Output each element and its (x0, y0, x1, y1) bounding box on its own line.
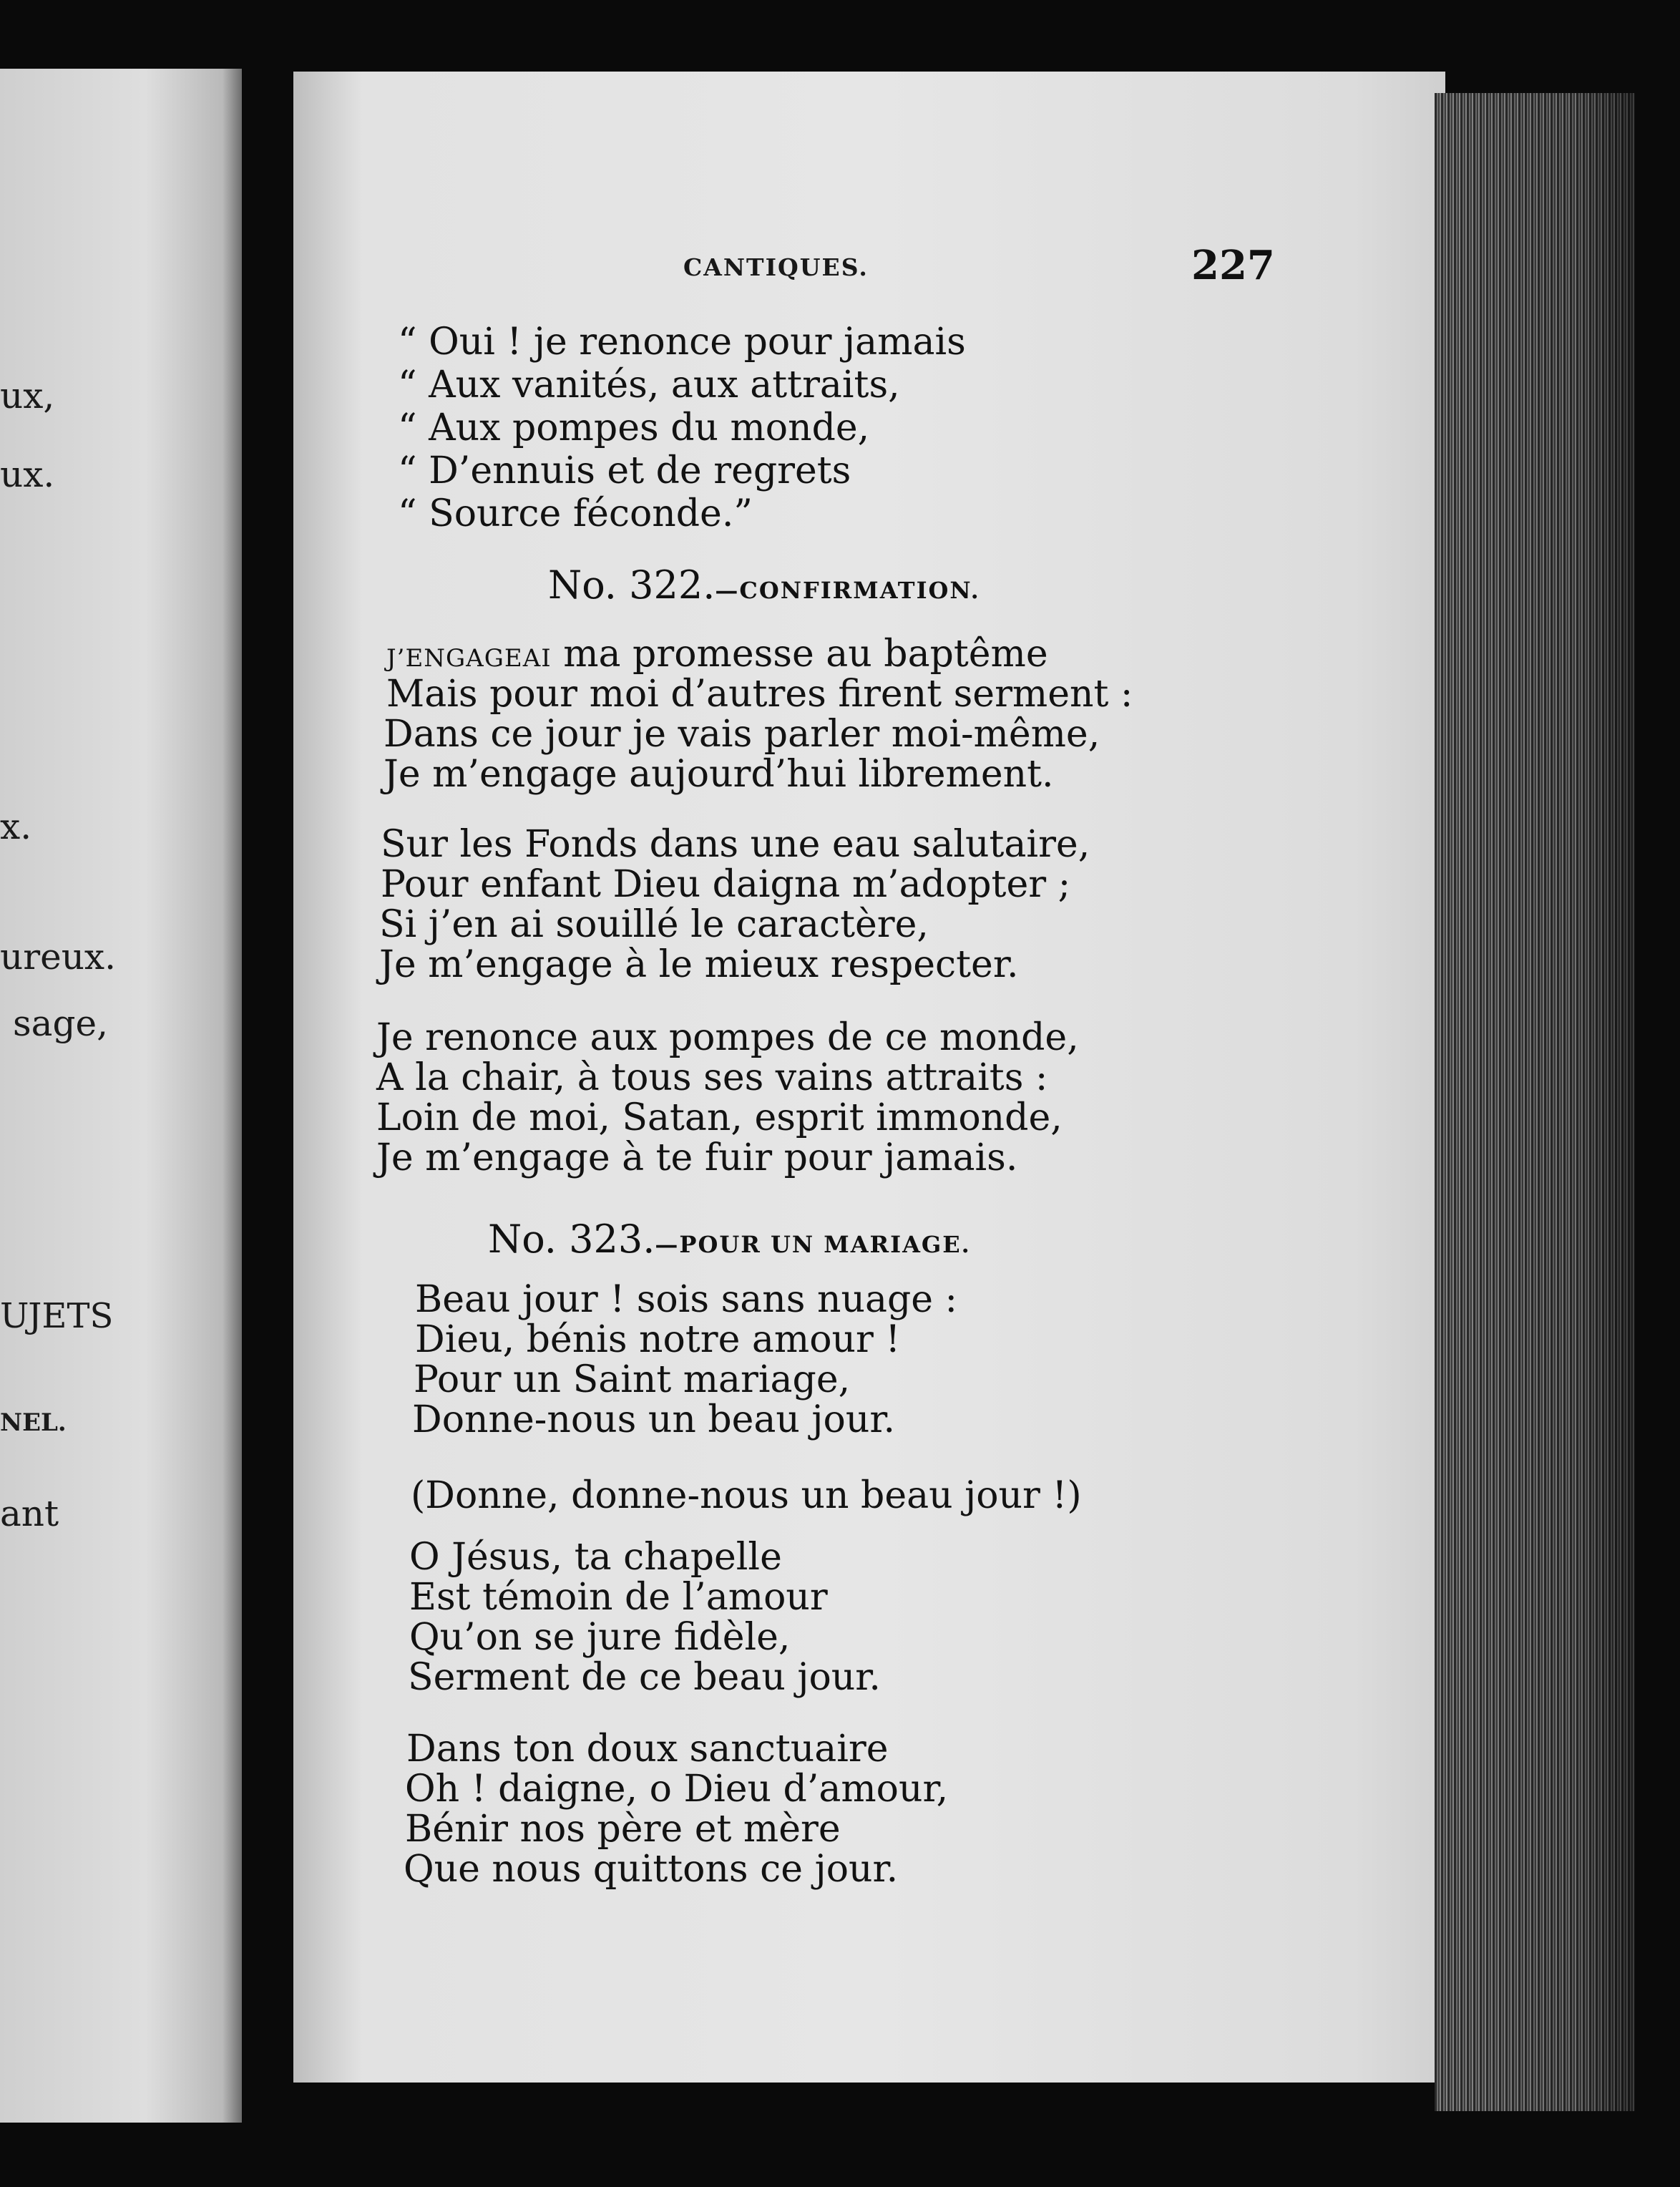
verse-line: Que nous quittons ce jour. (404, 1848, 899, 1891)
verse-line: “ Oui ! je renonce pour jamais (398, 321, 966, 364)
verse-line: Dans ton doux sanctuaire (406, 1728, 889, 1770)
verse-line: Est témoin de l’amour (409, 1576, 828, 1619)
verse-line: Je m’engage à le mieux respecter. (379, 943, 1019, 986)
left-page-fragment: sage, (13, 1003, 108, 1044)
verse-line: Pour enfant Dieu daigna m’adopter ; (381, 863, 1071, 906)
verse-line: Qu’on se jure fidèle, (409, 1616, 791, 1659)
verse-line: Loin de moi, Satan, esprit immonde, (376, 1096, 1063, 1139)
left-page-fragment: ux. (0, 454, 55, 495)
hymn-heading (488, 1217, 971, 1262)
hymn-heading (548, 562, 980, 608)
verse-line: Pour un Saint mariage, (414, 1358, 851, 1401)
verse-line: Je m’engage à te fuir pour jamais. (376, 1136, 1018, 1179)
verse-line: “ Source féconde.” (398, 492, 753, 535)
verse-line: Si j’en ai souillé le caractère, (379, 903, 929, 946)
left-page-fragment: ux, (0, 375, 55, 417)
refrain-line: (Donne, donne-nous un beau jour !) (411, 1474, 1082, 1517)
book-page-edges (1435, 93, 1635, 2111)
verse-line: Sur les Fonds dans une eau salutaire, (381, 823, 1090, 866)
verse-line: Serment de ce beau jour. (408, 1656, 881, 1699)
verse-line: Bénir nos père et mère (405, 1808, 841, 1851)
verse-line: Mais pour moi d’autres firent serment : (386, 673, 1133, 716)
hymn-title: —CONFIRMATION. (715, 577, 980, 604)
hymn-title: —POUR UN MARIAGE. (655, 1231, 971, 1258)
page-number: 227 (1191, 242, 1275, 289)
left-page-fragment: x. (0, 806, 32, 847)
left-facing-page (0, 69, 242, 2123)
verse-line: Je m’engage aujourd’hui librement. (384, 753, 1054, 796)
running-header-title: CANTIQUES. (683, 253, 869, 281)
opening-word: J’ENGAGEAI (386, 644, 552, 673)
left-page-fragment: NEL. (0, 1408, 67, 1437)
hymn-number: No. 322. (548, 562, 716, 608)
verse-line: Beau jour ! sois sans nuage : (415, 1278, 958, 1321)
hymn-number: No. 323. (488, 1217, 655, 1262)
verse-line: Oh ! daigne, o Dieu d’amour, (405, 1768, 949, 1811)
left-page-fragment: ureux. (0, 936, 116, 978)
verse-line: Dans ce jour je vais parler moi-même, (384, 713, 1100, 756)
verse-line: “ D’ennuis et de regrets (398, 449, 851, 492)
verse-line (386, 633, 1048, 676)
verse-line: Je renonce aux pompes de ce monde, (376, 1016, 1079, 1059)
verse-line: O Jésus, ta chapelle (409, 1536, 782, 1579)
verse-line-rest: ma promesse au baptême (551, 633, 1048, 676)
verse-line: “ Aux pompes du monde, (398, 406, 870, 449)
verse-line: Dieu, bénis notre amour ! (415, 1318, 901, 1361)
left-page-fragment: UJETS (0, 1296, 114, 1336)
verse-line: A la chair, à tous ses vains attraits : (376, 1056, 1048, 1099)
verse-line: Donne-nous un beau jour. (412, 1398, 896, 1441)
verse-line: “ Aux vanités, aux attraits, (398, 364, 900, 406)
left-page-fragment: ant (0, 1493, 59, 1534)
